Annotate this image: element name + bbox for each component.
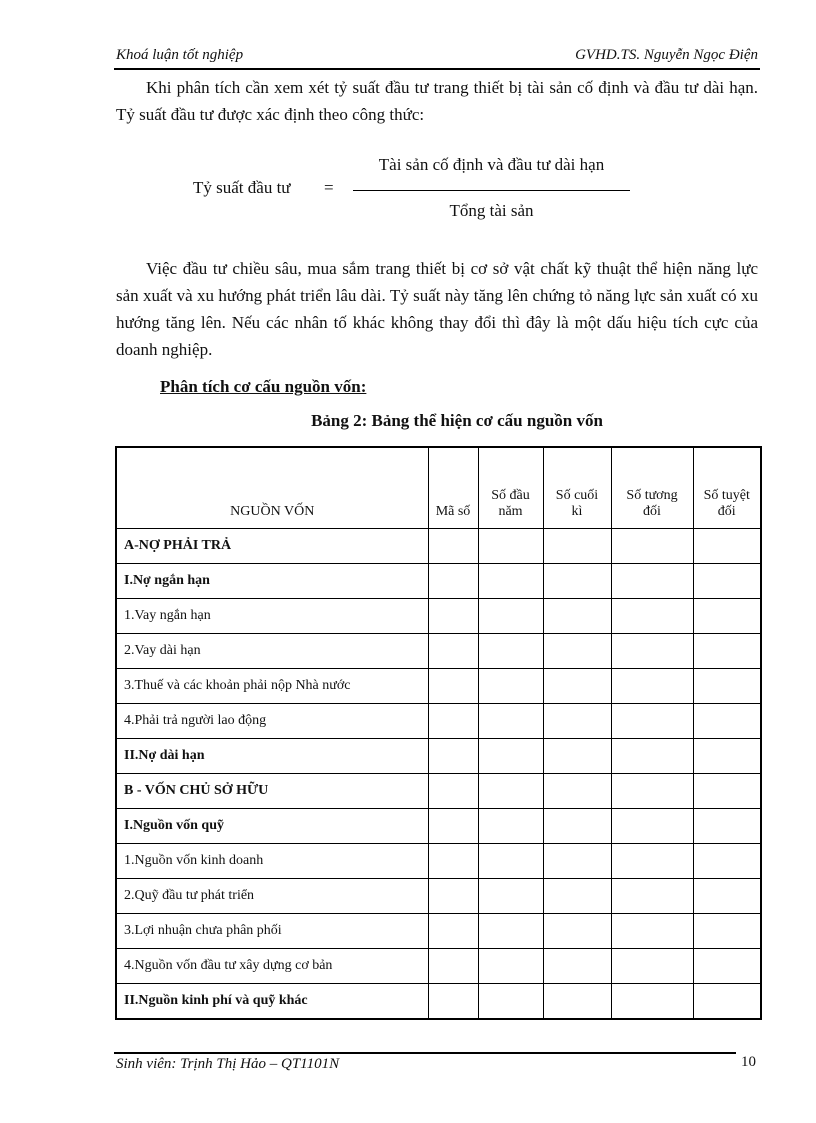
table-cell — [543, 809, 611, 844]
page-header — [116, 47, 758, 69]
table-cell — [693, 564, 761, 599]
table-cell — [693, 949, 761, 984]
table-row — [116, 879, 761, 914]
table-cell — [693, 634, 761, 669]
row-label: B - VỐN CHỦ SỞ HỮU — [116, 774, 428, 809]
table-cell — [543, 914, 611, 949]
table-cell — [693, 704, 761, 739]
table-cell — [611, 949, 693, 984]
table-cell — [543, 844, 611, 879]
table-cell — [428, 739, 478, 774]
table-cell — [611, 844, 693, 879]
row-label: I.Nguồn vốn quỹ — [116, 809, 428, 844]
table-cell — [543, 704, 611, 739]
table-cell — [428, 949, 478, 984]
table-cell — [611, 704, 693, 739]
table-cell — [611, 984, 693, 1020]
header-source: NGUỒN VỐN — [116, 447, 428, 529]
header-opening: Số đầu năm — [478, 447, 543, 529]
table-cell — [611, 599, 693, 634]
table-caption: Bảng 2: Bảng thể hiện cơ cấu nguồn vốn — [311, 411, 603, 430]
table-row — [116, 669, 761, 704]
table-row — [116, 564, 761, 599]
table-cell — [611, 564, 693, 599]
row-label: 2.Vay dài hạn — [116, 634, 428, 669]
formula-lhs: Tỷ suất đầu tư — [193, 178, 291, 197]
row-label: 1.Vay ngắn hạn — [116, 599, 428, 634]
table-cell — [428, 704, 478, 739]
table-cell — [428, 634, 478, 669]
row-label: 3.Lợi nhuận chưa phân phối — [116, 914, 428, 949]
paragraph-intro: Khi phân tích cần xem xét tỷ suất đầu tư trang thiết bị tài sản cố định và đầu tư dài hạn. Tỷ suất đầu tư được xác định theo công thức: — [116, 78, 758, 124]
table-row — [116, 844, 761, 879]
table-cell — [428, 844, 478, 879]
table-row — [116, 809, 761, 844]
table-cell — [543, 739, 611, 774]
table-cell — [478, 634, 543, 669]
table-row — [116, 739, 761, 774]
table-cell — [543, 984, 611, 1020]
table-cell — [478, 669, 543, 704]
row-label: I.Nợ ngắn hạn — [116, 564, 428, 599]
table-cell — [478, 599, 543, 634]
header-code: Mã số — [428, 447, 478, 529]
table-cell — [543, 529, 611, 564]
table-cell — [693, 844, 761, 879]
row-label: 1.Nguồn vốn kinh doanh — [116, 844, 428, 879]
table-row — [116, 949, 761, 984]
formula-fraction-bar — [353, 190, 630, 191]
capital-structure-table — [115, 446, 762, 1020]
table-cell — [611, 774, 693, 809]
formula-equals: = — [324, 178, 334, 197]
table-cell — [693, 914, 761, 949]
table-cell — [478, 949, 543, 984]
table-cell — [693, 669, 761, 704]
table-cell — [693, 774, 761, 809]
table-cell — [478, 914, 543, 949]
table-cell — [428, 599, 478, 634]
section-title: Phân tích cơ cấu nguồn vốn: — [160, 377, 367, 396]
table-cell — [611, 914, 693, 949]
row-label: 4.Nguồn vốn đầu tư xây dựng cơ bản — [116, 949, 428, 984]
table-cell — [693, 809, 761, 844]
table-cell — [543, 669, 611, 704]
header-closing: Số cuối kì — [543, 447, 611, 529]
table-row — [116, 529, 761, 564]
table-header-row — [116, 447, 761, 529]
table-cell — [693, 529, 761, 564]
header-thesis-label: Khoá luận tốt nghiệp — [116, 47, 244, 63]
table-cell — [611, 634, 693, 669]
table-cell — [478, 844, 543, 879]
formula-numerator: Tài sản cố định và đầu tư dài hạn — [378, 155, 605, 174]
row-label: II.Nợ dài hạn — [116, 739, 428, 774]
footer-student: Sinh viên: Trịnh Thị Hảo – QT1101N — [116, 1056, 340, 1072]
table-cell — [693, 599, 761, 634]
table-row — [116, 984, 761, 1020]
table-cell — [543, 774, 611, 809]
paragraph-analysis: Việc đầu tư chiều sâu, mua sắm trang thiết bị cơ sở vật chất kỹ thuật thể hiện năng lực sản xuất và xu hướng phát triển lâu dài. Tỷ suất này tăng lên chứng tỏ năng lực sản xuất có xu hướng tăng lên. Nếu các nhân tố khác không thay đổi thì đây là một dấu hiệu tích cực của doanh nghiệp. — [116, 259, 758, 359]
table-cell — [478, 984, 543, 1020]
table-cell — [478, 774, 543, 809]
table-cell — [478, 564, 543, 599]
table-cell — [693, 739, 761, 774]
table-cell — [693, 879, 761, 914]
table-row — [116, 599, 761, 634]
table-cell — [543, 634, 611, 669]
table-cell — [478, 879, 543, 914]
table-cell — [611, 809, 693, 844]
table-cell — [428, 529, 478, 564]
table-cell — [428, 564, 478, 599]
table-cell — [428, 669, 478, 704]
row-label: A-NỢ PHẢI TRẢ — [116, 529, 428, 564]
formula-denominator: Tổng tài sản — [449, 201, 534, 220]
table-cell — [478, 739, 543, 774]
table-cell — [611, 529, 693, 564]
header-relative: Số tương đối — [611, 447, 693, 529]
footer-divider — [114, 1052, 736, 1054]
table-cell — [543, 879, 611, 914]
table-cell — [428, 809, 478, 844]
table-cell — [693, 984, 761, 1020]
row-label: 2.Quỹ đầu tư phát triển — [116, 879, 428, 914]
page-number: 10 — [741, 1054, 756, 1070]
table-cell — [428, 879, 478, 914]
table-cell — [478, 809, 543, 844]
table-cell — [428, 984, 478, 1020]
table-cell — [611, 879, 693, 914]
row-label: 4.Phải trả người lao động — [116, 704, 428, 739]
header-divider — [114, 68, 760, 70]
header-absolute: Số tuyệt đối — [693, 447, 761, 529]
table-cell — [478, 704, 543, 739]
table-cell — [611, 739, 693, 774]
table-cell — [543, 564, 611, 599]
table-cell — [428, 914, 478, 949]
table-cell — [543, 599, 611, 634]
table-cell — [543, 949, 611, 984]
header-supervisor: GVHD.TS. Nguyễn Ngọc Điện — [575, 47, 758, 63]
table-row — [116, 634, 761, 669]
row-label: II.Nguồn kinh phí và quỹ khác — [116, 984, 428, 1020]
table-row — [116, 914, 761, 949]
table-cell — [428, 774, 478, 809]
table-row — [116, 704, 761, 739]
table-cell — [611, 669, 693, 704]
table-cell — [478, 529, 543, 564]
row-label: 3.Thuế và các khoản phải nộp Nhà nước — [116, 669, 428, 704]
table-row — [116, 774, 761, 809]
